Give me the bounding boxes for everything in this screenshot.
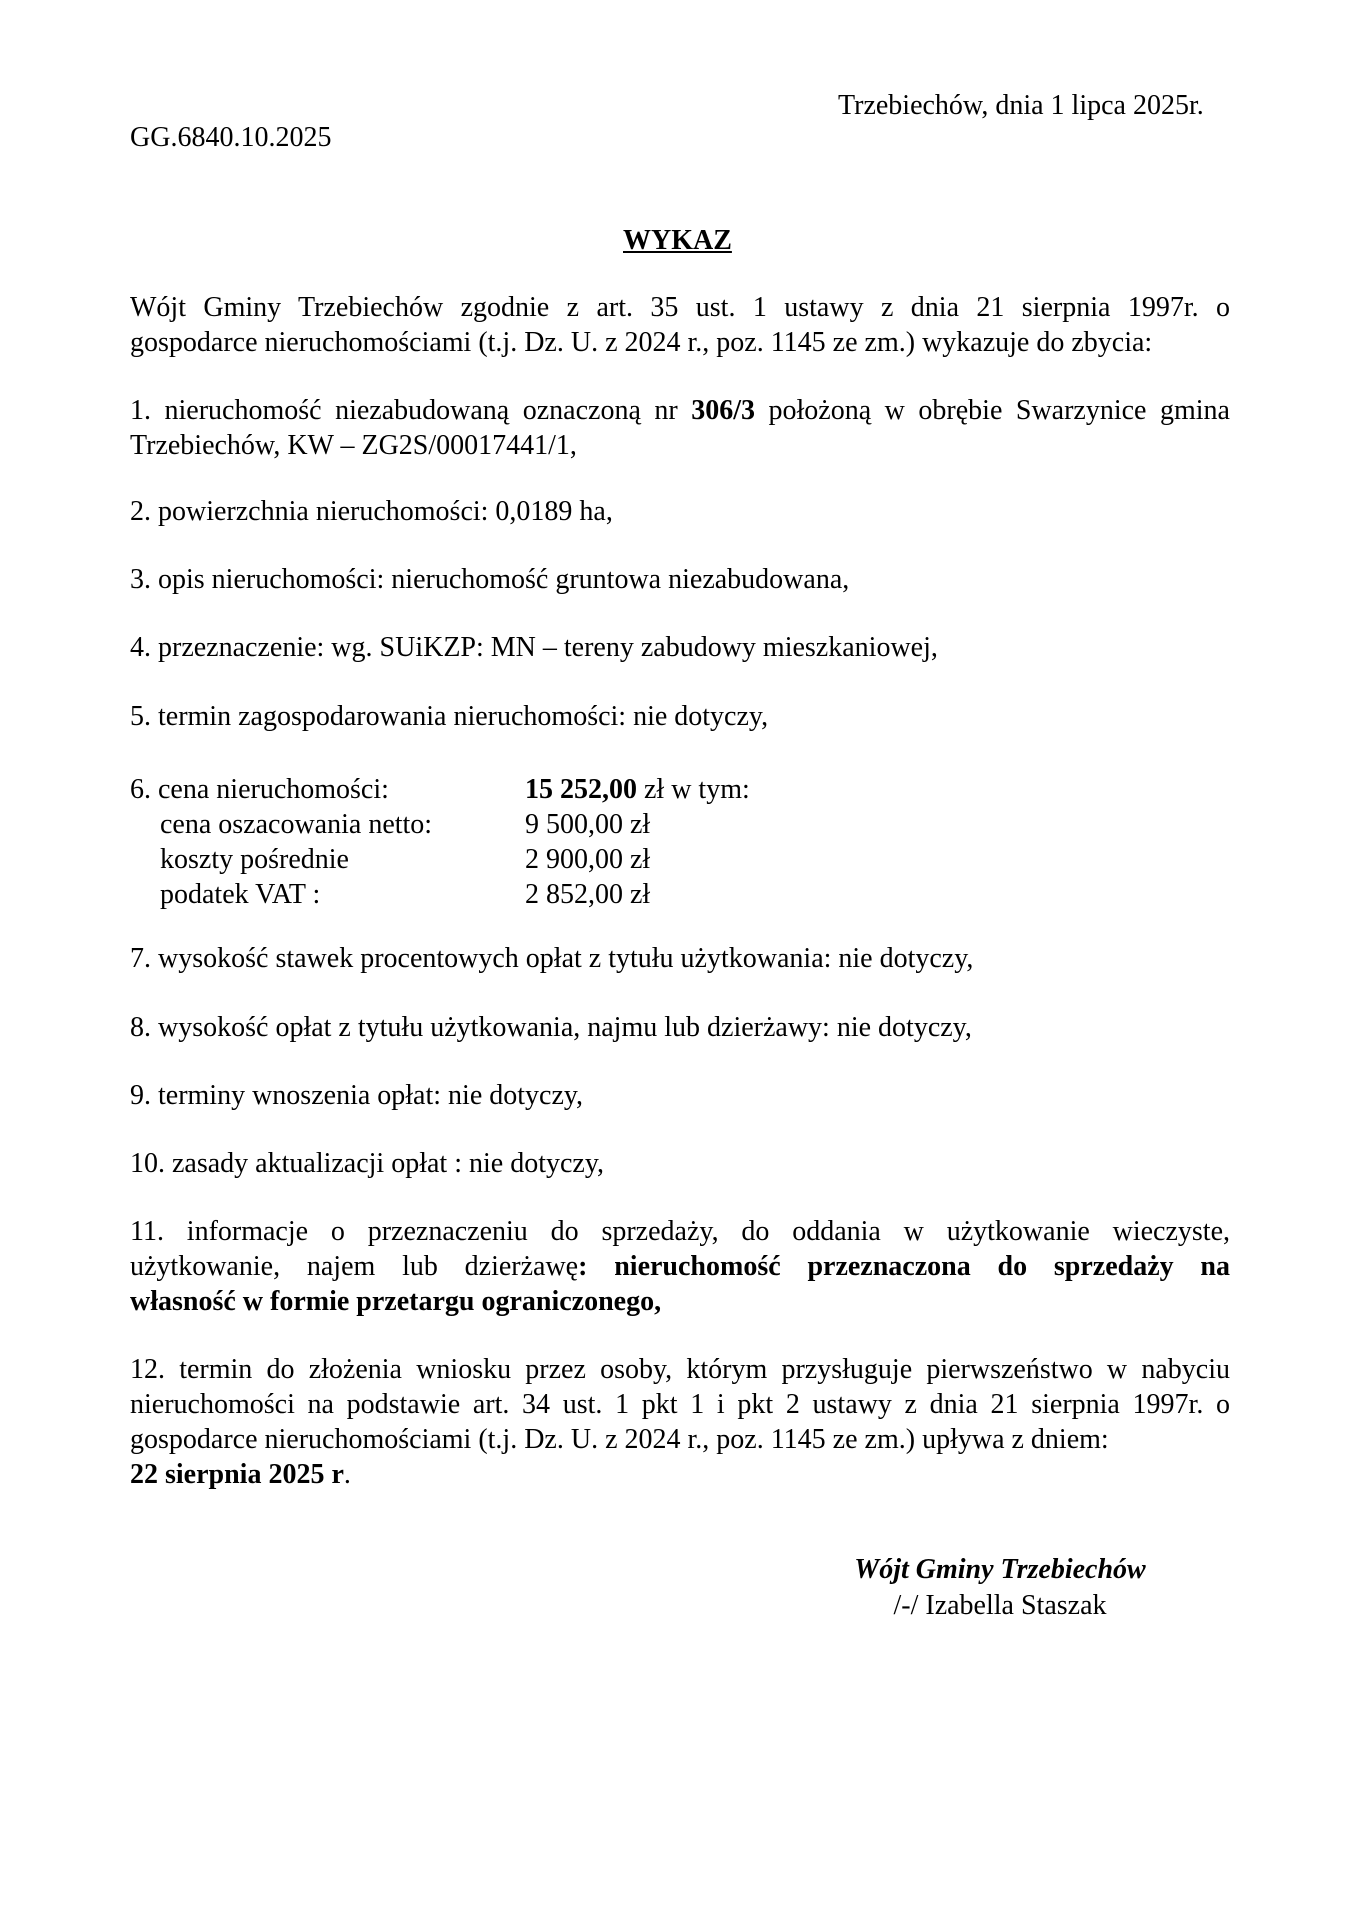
price-label: 6. cena nieruchomości: — [130, 774, 389, 805]
signature-title: Wójt Gminy Trzebiechów — [854, 1554, 1146, 1585]
price-row — [130, 807, 830, 842]
price-label: koszty pośrednie — [160, 844, 349, 875]
price-total: 15 252,00 zł w tym: — [525, 774, 750, 805]
intro-line: Wójt Gminy Trzebiechów zgodnie z art. 35 ust. 1 ustawy z dnia 21 sierpnia 1997r. o — [130, 292, 1230, 323]
signature-name: /-/ Izabella Staszak — [893, 1590, 1107, 1621]
intro-line: gospodarce nieruchomościami (t.j. Dz. U. z 2024 r., poz. 1145 ze zm.) wykazuje do zbycia: — [130, 327, 1153, 358]
item-11 — [130, 1214, 1230, 1319]
price-value: 9 500,00 zł — [525, 809, 651, 840]
item-11-line: użytkowanie, najem lub dzierżawę: nieruchomość przeznaczona do sprzedaży na — [130, 1251, 1231, 1282]
item-12-line: gospodarce nieruchomościami (t.j. Dz. U. z 2024 r., poz. 1145 ze zm.) upływa z dniem: — [130, 1424, 1109, 1455]
item-8: 8. wysokość opłat z tytułu użytkowania, najmu lub dzierżawy: nie dotyczy, — [130, 1012, 972, 1043]
item-12 — [130, 1352, 1230, 1492]
item-11-line: 11. informacje o przeznaczeniu do sprzedaży, do oddania w użytkowanie wieczyste, — [130, 1216, 1230, 1247]
intro-paragraph — [130, 290, 1230, 360]
place-date: Trzebiechów, dnia 1 lipca 2025r. — [838, 90, 1204, 121]
price-row — [130, 772, 830, 807]
item-12-line: 12. termin do złożenia wniosku przez osoby, którym przysługuje pierwszeństwo w nabyciu — [130, 1354, 1230, 1385]
item-3: 3. opis nieruchomości: nieruchomość gruntowa niezabudowana, — [130, 564, 850, 595]
item-1-text: położoną w obrębie Swarzynice gmina — [755, 395, 1230, 426]
plot-number: 306/3 — [691, 395, 756, 426]
price-label: podatek VAT : — [160, 879, 321, 910]
item-7: 7. wysokość stawek procentowych opłat z tytułu użytkowania: nie dotyczy, — [130, 943, 974, 974]
price-value: 2 900,00 zł — [525, 844, 651, 875]
item-2: 2. powierzchnia nieruchomości: 0,0189 ha, — [130, 496, 613, 527]
item-10: 10. zasady aktualizacji opłat : nie dotyczy, — [130, 1148, 605, 1179]
item-1-text: 1. nieruchomość niezabudowaną oznaczoną nr — [130, 395, 692, 426]
deadline-date: 22 sierpnia 2025 r. — [130, 1459, 351, 1490]
item-6-price — [130, 772, 830, 912]
price-label: cena oszacowania netto: — [160, 809, 433, 840]
price-row — [130, 877, 830, 912]
price-row — [130, 842, 830, 877]
document-title: WYKAZ — [623, 225, 732, 256]
price-value: 2 852,00 zł — [525, 879, 651, 910]
item-1 — [130, 393, 1230, 463]
item-5: 5. termin zagospodarowania nieruchomości: nie dotyczy, — [130, 701, 769, 732]
reference-number: GG.6840.10.2025 — [130, 122, 332, 153]
item-4: 4. przeznaczenie: wg. SUiKZP: MN – tereny zabudowy mieszkaniowej, — [130, 632, 938, 663]
item-1-line: Trzebiechów, KW – ZG2S/00017441/1, — [130, 430, 577, 461]
item-11-line: własność w formie przetargu ograniczonego, — [130, 1286, 662, 1317]
item-9: 9. terminy wnoszenia opłat: nie dotyczy, — [130, 1080, 584, 1111]
item-12-line: nieruchomości na podstawie art. 34 ust. 1 pkt 1 i pkt 2 ustawy z dnia 21 sierpnia 1997r. o — [130, 1389, 1230, 1420]
item-1-line — [130, 393, 1230, 428]
